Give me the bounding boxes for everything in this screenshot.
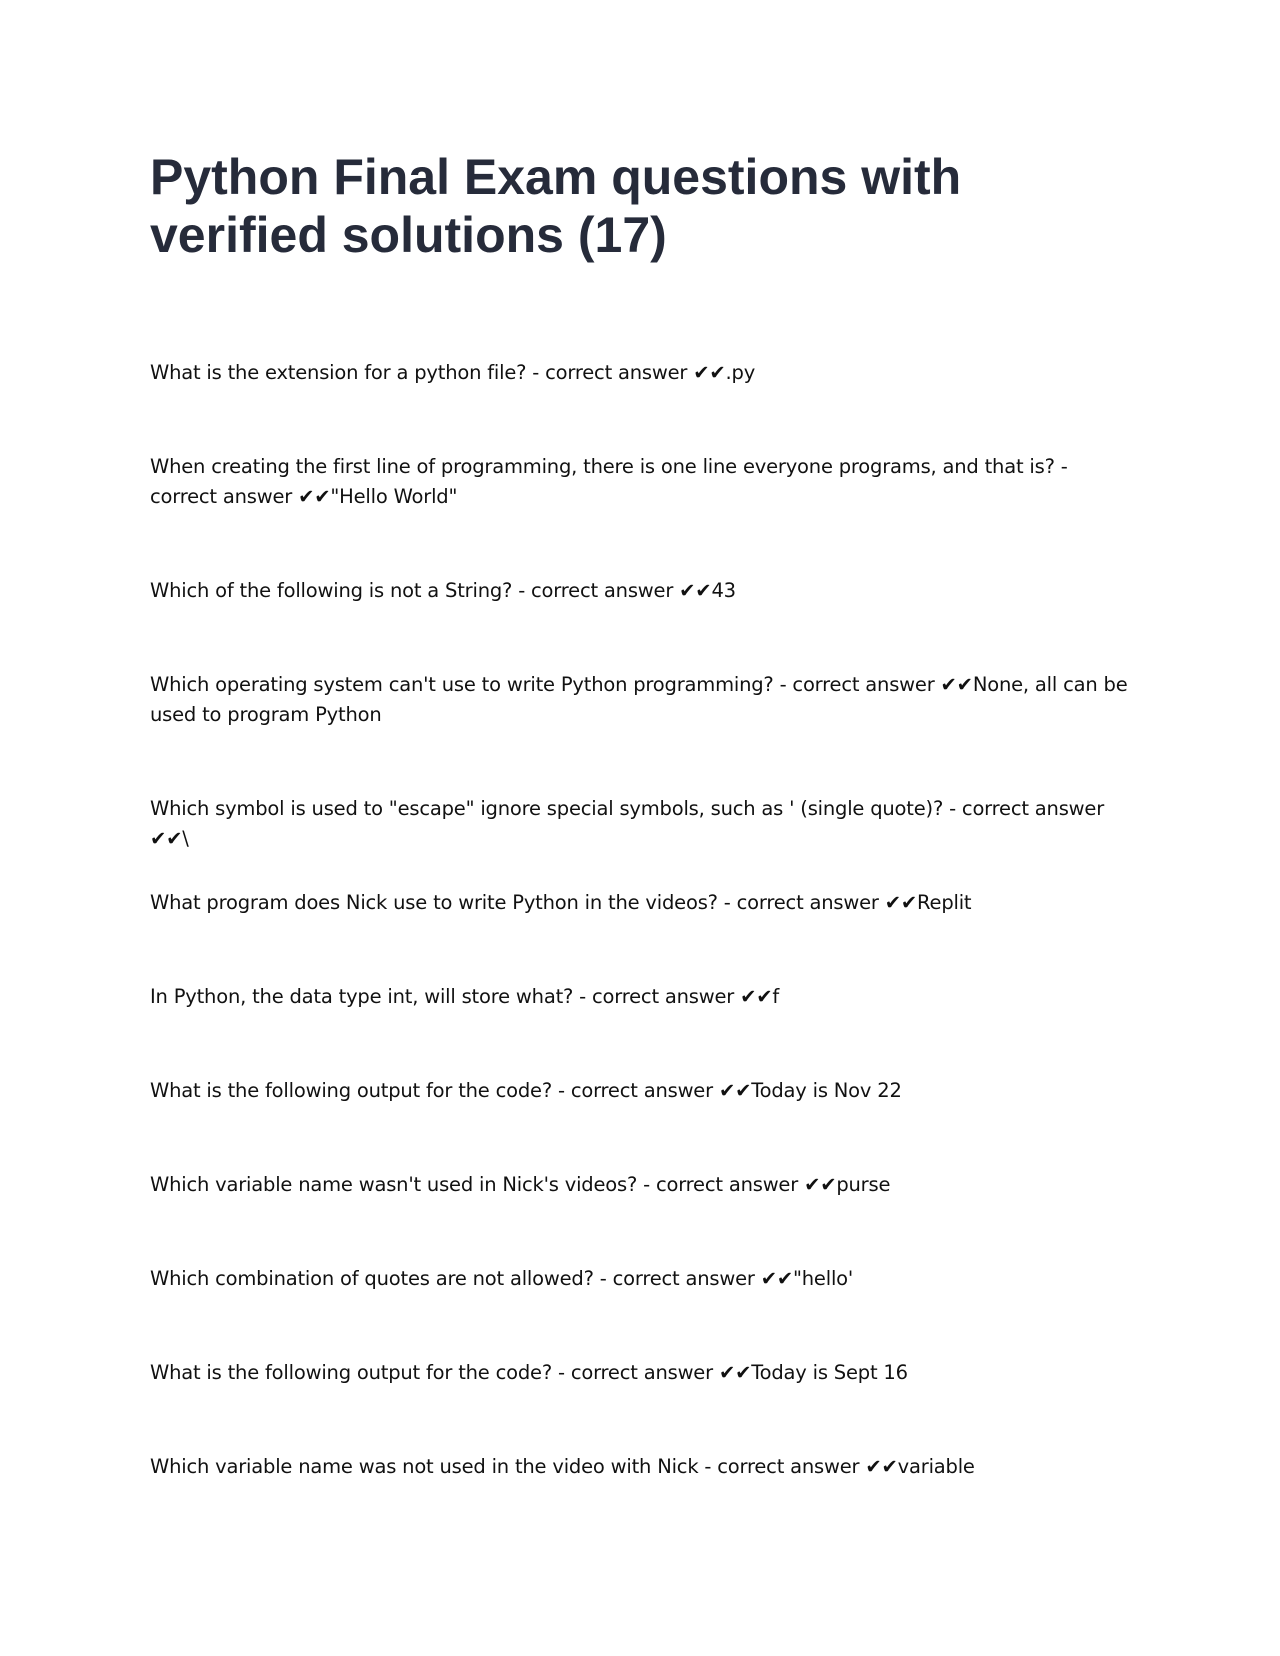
qa-item [150,982,1130,1012]
check-marks-icon: ✔✔ [865,1455,898,1478]
answer-text: f [772,985,780,1008]
check-marks-icon: ✔✔ [804,1173,837,1196]
check-marks-icon: ✔✔ [693,361,726,384]
answer-separator: - correct answer [150,455,1068,508]
question-text: What is the following output for the code? [150,1079,552,1102]
qa-item [150,1358,1130,1388]
answer-text: 43 [711,579,736,602]
answer-separator: - correct answer [526,361,694,384]
qa-item [150,452,1130,512]
check-marks-icon: ✔✔ [679,579,712,602]
question-text: What is the extension for a python file? [150,361,527,384]
answer-text: purse [836,1173,891,1196]
check-marks-icon: ✔✔ [740,985,773,1008]
question-text: Which operating system can't use to write Python programming? [150,673,774,696]
question-text: In Python, the data type int, will store what? [150,985,574,1008]
question-text: What is the following output for the code? [150,1361,552,1384]
qa-item [150,794,1130,854]
qa-item [150,576,1130,606]
qa-item [150,1452,1130,1482]
answer-text: None, all can be used to program Python [150,673,1128,726]
qa-item [150,1264,1130,1294]
answer-separator: - correct answer [943,797,1105,820]
question-text: Which symbol is used to "escape" ignore special symbols, such as ' (single quote)? [150,797,944,820]
question-text: When creating the first line of programming, there is one line everyone programs, and that is? [150,455,1055,478]
check-marks-icon: ✔✔ [150,827,183,850]
check-marks-icon: ✔✔ [718,1361,752,1384]
qa-item [150,358,1130,388]
document-title: Python Final Exam questions with verified solutions (17) [150,149,962,263]
answer-text: Today is Nov 22 [751,1079,902,1102]
check-marks-icon: ✔✔ [760,1267,793,1290]
question-text: Which variable name wasn't used in Nick's videos? [150,1173,638,1196]
check-marks-icon: ✔✔ [940,673,973,696]
qa-item [150,1170,1130,1200]
answer-separator: - correct answer [717,891,885,914]
qa-item [150,670,1130,730]
check-marks-icon: ✔✔ [718,1079,752,1102]
question-text: What program does Nick use to write Python in the videos? [150,891,718,914]
answer-separator: - correct answer [551,1361,719,1384]
answer-separator: - correct answer [551,1079,719,1102]
qa-item [150,1076,1130,1106]
check-marks-icon: ✔✔ [884,891,918,914]
answer-text: \ [182,827,189,850]
answer-separator: - correct answer [773,673,941,696]
answer-text: Replit [917,891,972,914]
question-text: Which variable name was not used in the video with Nick [150,1455,699,1478]
answer-text: variable [897,1455,975,1478]
qa-item [150,888,1130,918]
answer-separator: - correct answer [637,1173,805,1196]
answer-separator: - correct answer [573,985,741,1008]
check-marks-icon: ✔✔ [298,485,331,508]
answer-text: Today is Sept 16 [751,1361,908,1384]
answer-separator: - correct answer [593,1267,761,1290]
answer-separator: - correct answer [698,1455,866,1478]
answer-text: "hello' [793,1267,854,1290]
answer-separator: - correct answer [512,579,680,602]
answer-text: "Hello World" [330,485,458,508]
question-text: Which combination of quotes are not allowed? [150,1267,594,1290]
question-text: Which of the following is not a String? [150,579,513,602]
answer-text: .py [725,361,756,384]
